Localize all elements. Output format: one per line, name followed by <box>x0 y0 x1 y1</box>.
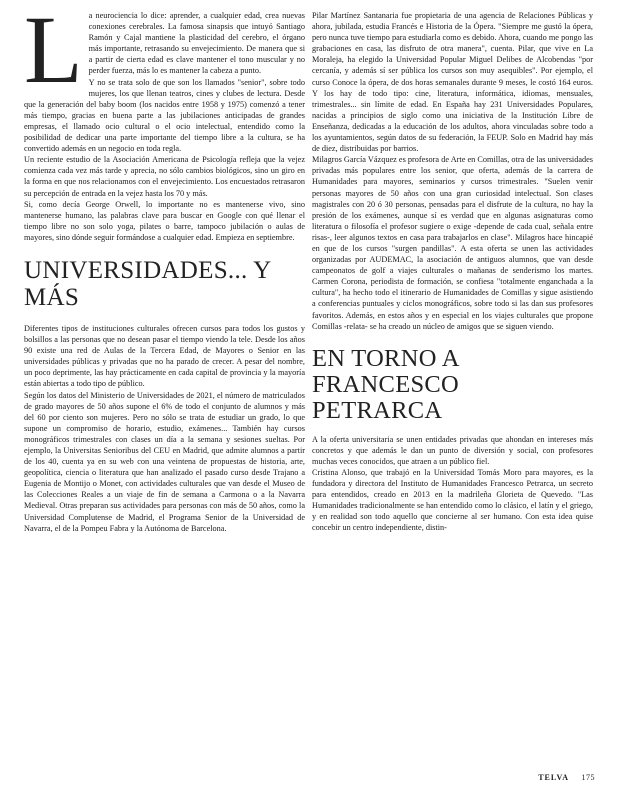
section-heading-universidades: UNIVERSIDADES... Y MÁS <box>24 256 271 311</box>
left-column <box>24 0 305 534</box>
intro-paragraph: a neurociencia lo dice: aprender, a cualquier edad, crea nuevas conexiones cerebrales. La famosa sinapsis que intuyó Santiago Ramón y Cajal mantiene la plasticidad del cerebro, el órgano más importante, retrasando su envejecimiento. De manera que si a partir de cierta edad es clave mantener el tono muscular y no perder fuerza, más lo es mantener la cabeza a punto. <box>88 11 305 76</box>
body-paragraph: Si, como decía George Orwell, lo importante no es mantenerse vivo, sino mantenerse humano, las palabras clave para buscar en Google con qué llenar el tiempo libre no son solo yoga, pilates o barre, tampoco jubilación o aulas de mayores, sino dónde seguir formándose a cualquier edad. Empieza en septiembre. <box>24 199 305 242</box>
page-number: 175 <box>581 773 595 782</box>
section-heading-petrarca-line1: EN TORNO A <box>312 344 460 372</box>
section-heading-petrarca-line2: FRANCESCO PETRARCA <box>312 370 460 424</box>
body-paragraph: A la oferta universitaria se unen entidades privadas que ahondan en intereses más concretos y que además le dan un punto de diversión y social, con profesores muchas veces conocidos, que atraen a un público fiel. <box>312 434 593 466</box>
section-heading-petrarca <box>312 346 593 424</box>
body-paragraph: Milagros García Vázquez es profesora de Arte en Comillas, otra de las universidades privadas más populares entre los senior, que oferta, además de la carrera de Humanidades para mayores, seminarios y cursos trimestrales. "Suelen venir personas mayores de 50 años con una gran curiosidad intelectual. Son clases magistrales con 20 ó 30 personas, pensadas para el disfrute de la cultura, no hay la presión de los exámenes, aunque sí es verdad que en algunas asignaturas como literatura o filosofía el profesor sugiere o exige -depende de cada cual, señala entre risas-, leer algunos textos en casa para trabajarlos en clase". Milagros hace hincapié en que de los cursos "surgen pandillas". A esta oferta se unen las actividades organizadas por AUDEMAC, la asociación de antiguos alumnos, que van desde campeonatos de golf a viajes culturales o mañanas de senderismo los martes. Carmen Corona, periodista de formación, se confiesa "totalmente enganchada a la cultura", ha hecho todo el itinerario de Humanidades de Comillas y sigue asistiendo a conferencias puntuales y ciclos monográficos, sobre todo si las dan sus profesores favoritos. Además, en estos años y en especial en los viajes culturales que propone Comillas -relata- se ha creado un núcleo de amigos que se siguen viendo. <box>312 155 593 331</box>
page-footer <box>528 773 595 782</box>
body-paragraph: Y no se trata solo de que son los llamados "senior", sobre todo mujeres, los que llenan teatros, cines y clubes de lectura. Desde que la generación del baby boom (los nacidos entre 1958 y 1975) comenzó a tener más tiempo, gracias en buena parte a las jubilaciones anticipadas de grandes empresas, el llamado ocio cultural o el ocio intelectual, entendido como la posibilidad de dedicar una parte importante del tiempo libre a la cultura, se ha convertido además en un negocio en toda regla. <box>24 77 305 154</box>
right-column <box>312 10 593 534</box>
body-paragraph: Diferentes tipos de instituciones culturales ofrecen cursos para todos los gustos y bolsillos a las personas que no desean pasar el tiempo viendo la tele. Desde los años 90 existe una red de Aulas de la Tercera Edad, de Mayores o Senior en las universidades públicas y privadas que no ha parado de crecer. A pesar del nombre, un poco deprimente, las hay prácticamente en cada capital de provincia y la mayoría están abiertas a todo tipo de público. <box>24 323 305 389</box>
magazine-brand: TELVA <box>538 773 569 782</box>
body-paragraph: Según los datos del Ministerio de Universidades de 2021, el número de matriculados de grado mayores de 50 años supone el 6% de todo el conjunto de alumnos y más del 60 por ciento son mujeres. Pero no sólo se trata de estudiar un grado, lo que supone un compromiso de horario, estudio, exámenes... También hay cursos monográficos trimestrales con clases un día a la semana y sesiones sueltas. Por ejemplo, la Universitas Senioribus del CEU en Madrid, que admite alumnos a partir de los 40, cuenta ya en su web con una veintena de propuestas de historia, arte, geopolítica, ciencia o literatura que han analizado el pasado curso desde Trajano a Eugenia de Montijo o Monet, con actividades culturales que van desde el Museo de las Colecciones Reales a un viaje de fin de semana a Carmona o a la Navarra Medieval. Otras preparan sus actividades para personas con más de 50 años, como la Universidad Complutense de Madrid, el Programa Senior de la Universidad de Navarra, el de la Pompeu Fabra y la Autónoma de Barcelona. <box>24 390 305 533</box>
body-paragraph: Un reciente estudio de la Asociación Americana de Psicología refleja que la vejez comienza cada vez más tarde y aprecia, no sólo cambios biológicos, sino un giro en la forma en que nos relacionamos con el envejecimiento. Los encuestados retrasaron su percepción de entrada en la vejez hasta los 70 y más. <box>24 155 305 198</box>
body-paragraph: Cristina Alonso, que trabajó en la Universidad Tomás Moro para mayores, es la fundadora y directora del Instituto de Humanidades Francesco Petrarca, un secreto para entendidos, creado en 2013 en la madrileña Glorieta de Quevedo. "Las Humanidades tradicionalmente se han entendido como lo clásico, el latín y el griego, y en realidad son todo aquello que concierne al ser humano. Con esta idea quise concebir un centro independiente, distin- <box>312 468 593 533</box>
drop-cap: L <box>24 0 83 103</box>
body-paragraph: Pilar Martínez Santanaria fue propietaria de una agencia de Relaciones Públicas y ahora, jubilada, estudia Francés e Historia de la Ópera. "Siempre me gustó la ópera, pero nunca tuve tiempo para estudiarla como es debido. Ahora, cuando me pongo las grabaciones en casa, las disfruto de otra manera", cuenta. Pilar, que vive en La Moraleja, ha elegido la Universidad Popular Miguel Delibes de Alcobendas "por cercanía, y además sí ser pública los cursos son muy asequibles". Por ejemplo, el curso Conoce la ópera, de dos horas semanales durante 9 meses, le costó 164 euros. Y los hay de todo tipo: cine, literatura, informática, idiomas, mensuales, trimestrales... sin límite de edad. En España hay 231 Universidades Populares, nacidas a principios de siglo como una iniciativa de la Institución Libre de Enseñanza, dedicadas a la educación de los adultos, ahora vinculadas sobre todo a los ayuntamientos, según datos de su federación, la FEUP. Solo en Madrid hay más de diez, distribuidas por barrios. <box>312 11 593 154</box>
